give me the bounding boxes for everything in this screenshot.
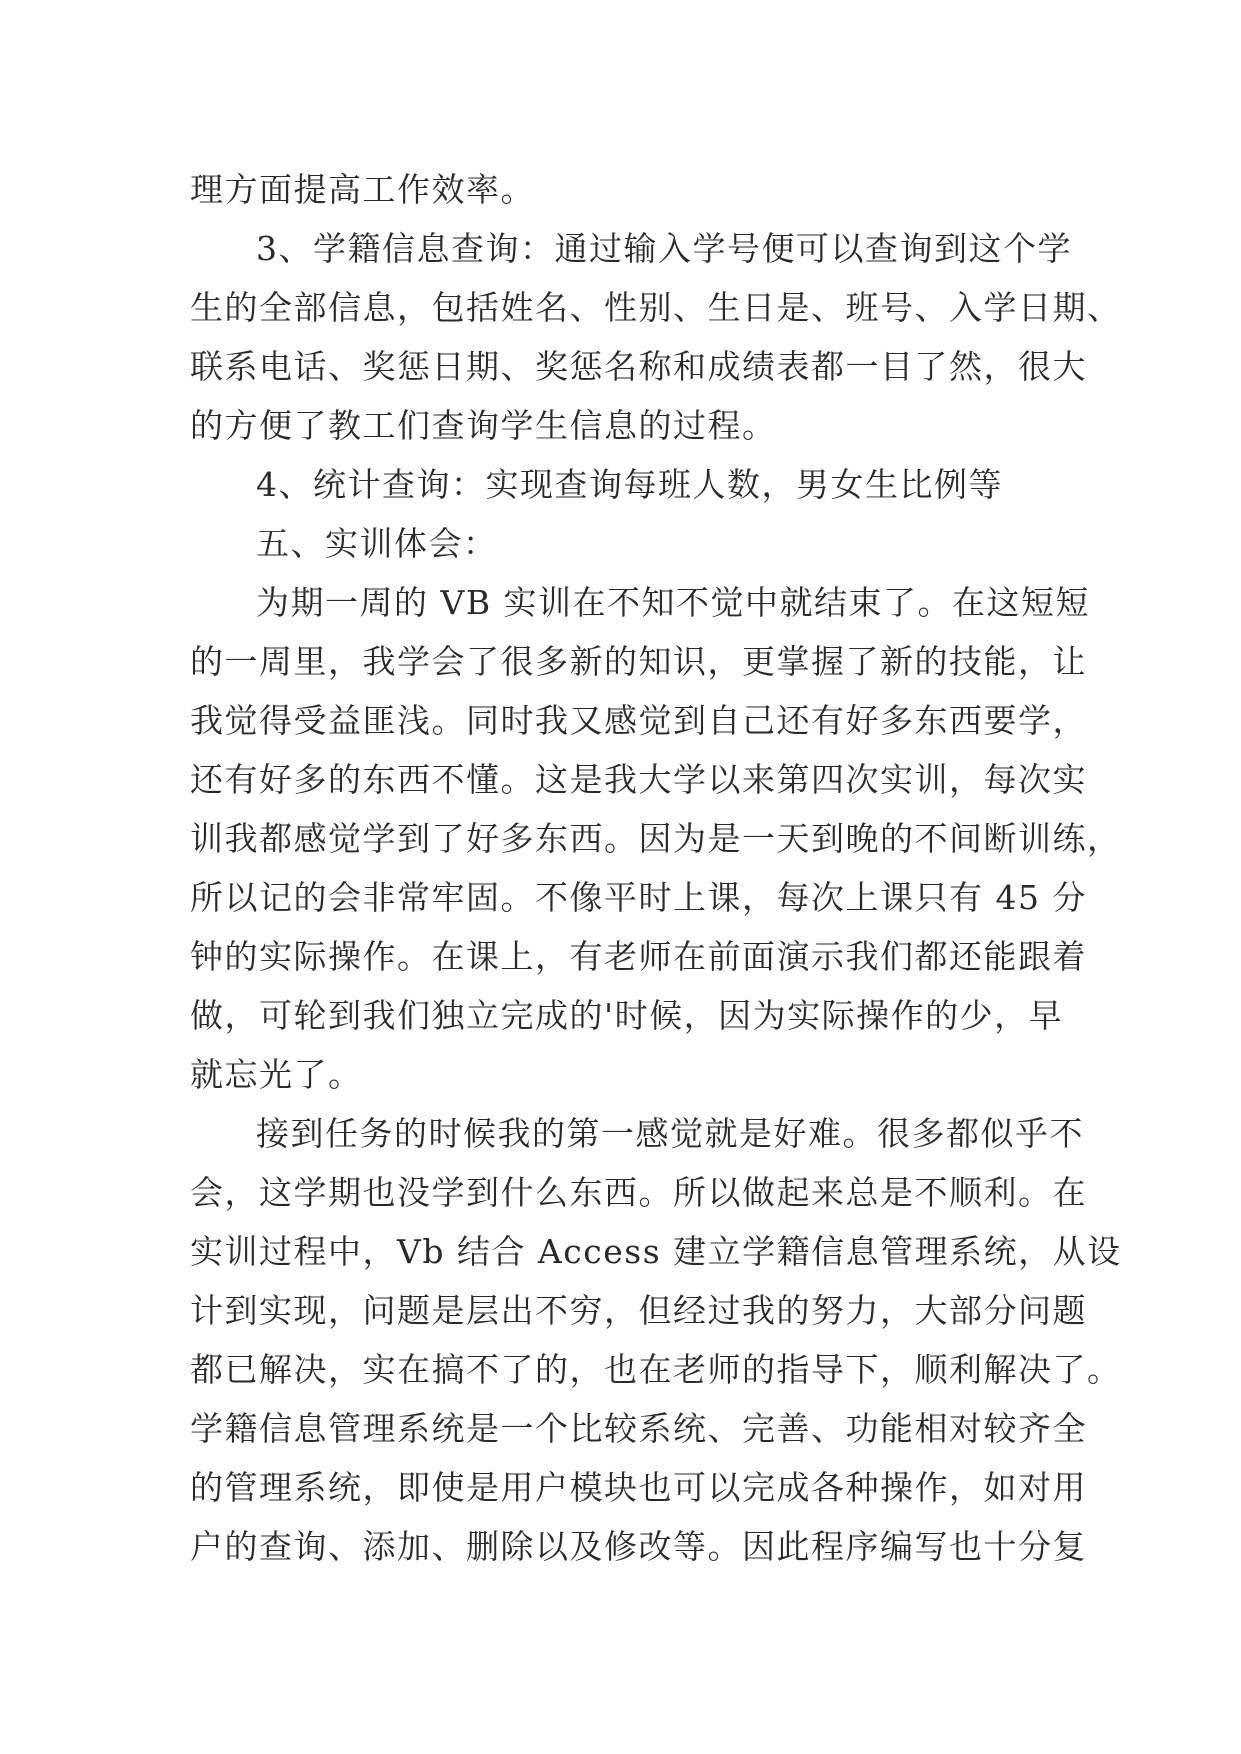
text-line: 接到任务的时候我的第一感觉就是好难。很多都似乎不 — [256, 1114, 1084, 1153]
text-line: 实训过程中，Vb 结合 Access 建立学籍信息管理系统，从设 — [190, 1232, 1122, 1271]
text-line: 计到实现，问题是层出不穷，但经过我的努力，大部分问题 — [190, 1291, 1087, 1330]
text-line: 会，这学期也没学到什么东西。所以做起来总是不顺利。在 — [190, 1173, 1087, 1212]
text-line: 4、统计查询：实现查询每班人数，男女生比例等 — [256, 465, 1003, 504]
text-line: 的一周里，我学会了很多新的知识，更掌握了新的技能，让 — [190, 642, 1087, 681]
text-line: 户的查询、添加、删除以及修改等。因此程序编写也十分复 — [190, 1527, 1087, 1566]
text-line: 做，可轮到我们独立完成的'时候，因为实际操作的少，早 — [190, 996, 1064, 1035]
text-line: 我觉得受益匪浅。同时我又感觉到自己还有好多东西要学， — [190, 701, 1087, 740]
text-line: 为期一周的 VB 实训在不知不觉中就结束了。在这短短 — [256, 583, 1091, 622]
text-line: 理方面提高工作效率。 — [190, 170, 535, 209]
text-line: 所以记的会非常牢固。不像平时上课，每次上课只有 45 分 — [190, 878, 1087, 917]
text-line: 的方便了教工们查询学生信息的过程。 — [190, 406, 777, 445]
text-line: 钟的实际操作。在课上，有老师在前面演示我们都还能跟着 — [190, 937, 1087, 976]
text-line: 生的全部信息，包括姓名、性别、生日是、班号、入学日期、 — [190, 288, 1122, 327]
body-text — [190, 160, 1122, 1576]
text-line: 的管理系统，即使是用户模块也可以完成各种操作，如对用 — [190, 1468, 1087, 1507]
text-line: 3、学籍信息查询：通过输入学号便可以查询到这个学 — [256, 229, 1072, 268]
section-heading: 五、实训体会： — [256, 524, 498, 563]
text-line: 还有好多的东西不懂。这是我大学以来第四次实训，每次实 — [190, 760, 1087, 799]
text-line: 训我都感觉学到了好多东西。因为是一天到晚的不间断训练， — [190, 819, 1122, 858]
text-line: 就忘光了。 — [190, 1055, 363, 1094]
text-line: 学籍信息管理系统是一个比较系统、完善、功能相对较齐全 — [190, 1409, 1087, 1448]
text-line: 联系电话、奖惩日期、奖惩名称和成绩表都一目了然，很大 — [190, 347, 1087, 386]
text-line: 都已解决，实在搞不了的，也在老师的指导下，顺利解决了。 — [190, 1350, 1122, 1389]
